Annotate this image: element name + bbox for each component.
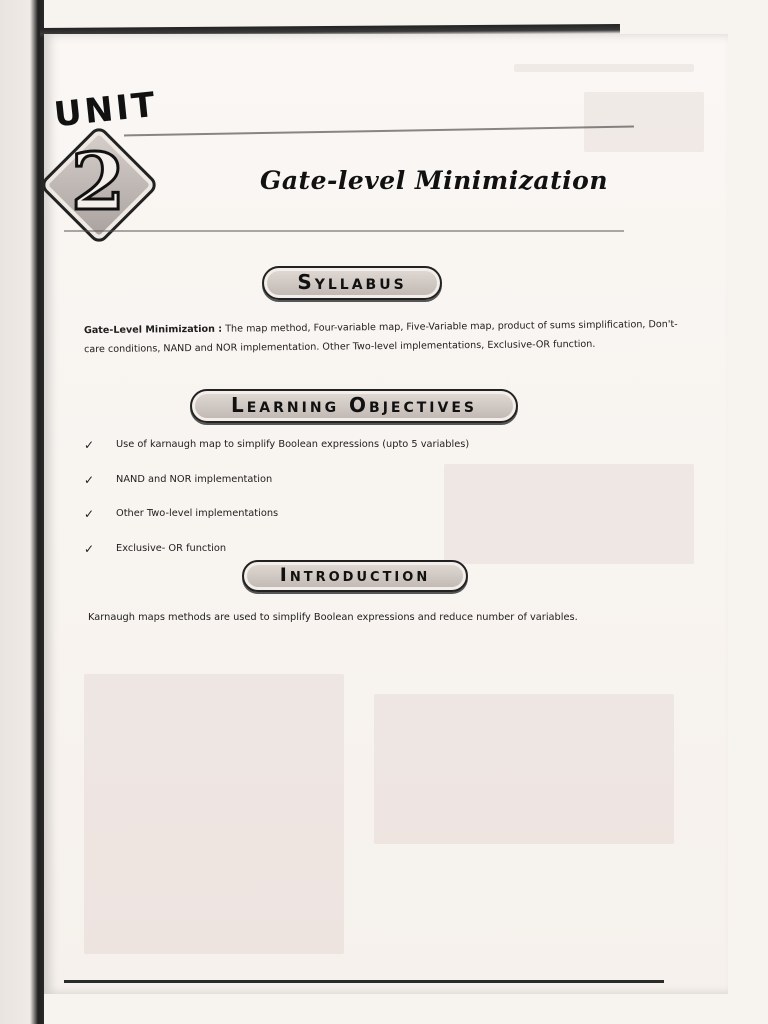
bleed-through xyxy=(514,64,694,72)
objective-text: NAND and NOR implementation xyxy=(116,473,273,485)
syllabus-lead: Gate-Level Minimization : xyxy=(83,323,223,337)
introduction-paragraph: Karnaugh maps methods are used to simplify Boolean expressions and reduce number of variables. xyxy=(88,612,578,623)
objective-text: Other Two-level implementations xyxy=(116,508,279,519)
footer-rule xyxy=(64,980,664,983)
checkmark-icon: ✓ xyxy=(84,507,95,521)
checkmark-icon: ✓ xyxy=(84,472,95,487)
syllabus-heading: Syllabus xyxy=(262,266,442,300)
header-rule xyxy=(124,126,634,137)
objective-text: Use of karnaugh map to simplify Boolean expressions (upto 5 variables) xyxy=(116,439,470,450)
syllabus-body: The map method, Four-variable map, Five-Variable map, product of sums simplification, Don't-care conditions, NAND and NOR implementation. Other Two-level implementations, Exclusive-OR function. xyxy=(84,318,678,356)
objective-text: Exclusive- OR function xyxy=(116,542,227,554)
unit-number: 2 xyxy=(70,137,126,228)
objectives-list xyxy=(84,438,604,576)
bleed-through xyxy=(584,92,704,152)
document-page xyxy=(44,34,728,994)
objective-item xyxy=(84,473,604,508)
bleed-through xyxy=(374,694,674,844)
objective-item xyxy=(84,438,604,473)
learning-objectives-heading: Learning Objectives xyxy=(190,389,518,423)
checkmark-icon: ✓ xyxy=(84,541,95,556)
chapter-title: Gate-level Minimization xyxy=(260,166,608,195)
unit-label: UNIT xyxy=(52,84,160,136)
title-rule xyxy=(64,230,624,232)
photo-edge-left xyxy=(0,0,44,1024)
syllabus-paragraph xyxy=(84,315,684,359)
checkmark-icon: ✓ xyxy=(84,438,95,452)
introduction-heading: Introduction xyxy=(242,560,468,592)
objective-item xyxy=(84,507,604,542)
bleed-through xyxy=(84,674,344,954)
